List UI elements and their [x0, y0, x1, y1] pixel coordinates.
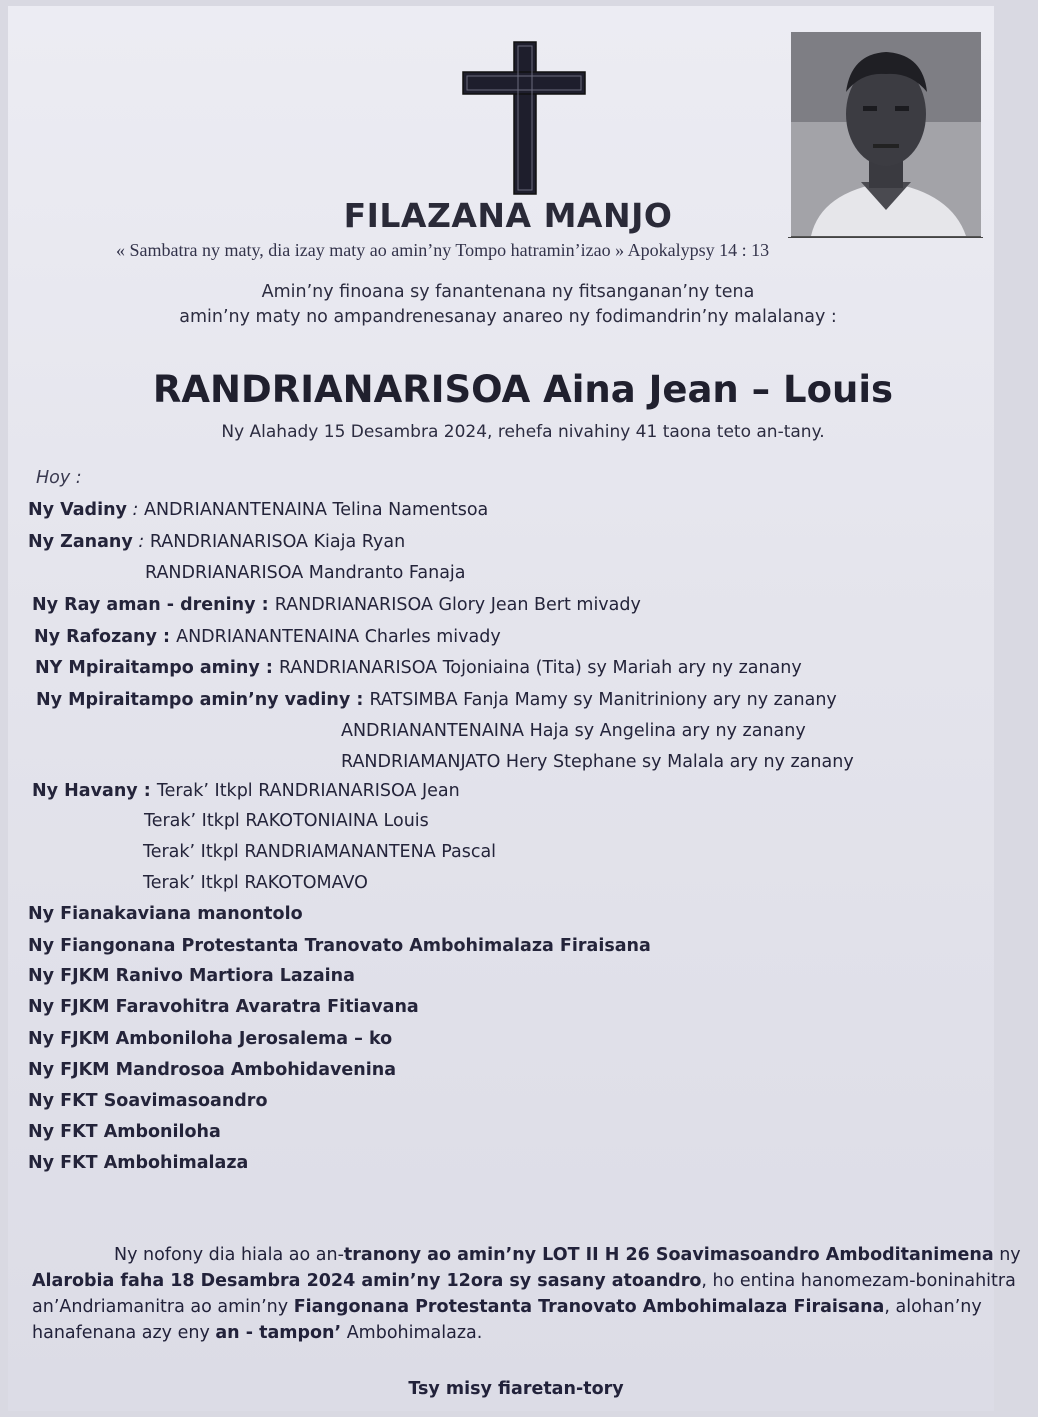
- vadiny-sep: :: [126, 500, 144, 520]
- other-mourner-2: Ny Fiangonana Protestanta Tranovato Ambohimalaza Firaisana: [28, 936, 651, 956]
- other-mourner-7: Ny FKT Soavimasoandro: [28, 1091, 268, 1111]
- zanany-value-2: RANDRIANARISOA Mandranto Fanaja: [145, 563, 466, 583]
- closing-line: Tsy misy fiaretan-tory: [408, 1379, 624, 1399]
- rafozany-label: Ny Rafozany :: [34, 627, 177, 647]
- photo-underline: [788, 237, 983, 238]
- funeral-l4-b: an - tampon’: [215, 1323, 342, 1343]
- intro-line-1: Amin’ny finoana sy fanantenana ny fitsanganan’ny tena: [261, 282, 755, 302]
- zanany-label: Ny Zanany: [28, 532, 133, 552]
- mpiraitampo-aminy-label: NY Mpiraitampo aminy :: [35, 658, 279, 678]
- zanany-value-1: RANDRIANARISOA Kiaja Ryan: [149, 532, 406, 552]
- funeral-l4-c: Ambohimalaza.: [341, 1323, 483, 1343]
- family-row-mpiraitampo-aminy: [35, 658, 802, 678]
- family-row-ray-aman-dreniny: [32, 595, 641, 615]
- hoy-label: Hoy :: [36, 468, 82, 488]
- other-mourner-5: Ny FJKM Amboniloha Jerosalema – ko: [28, 1029, 393, 1049]
- vadiny-label: Ny Vadiny: [28, 500, 127, 520]
- death-date-line: Ny Alahady 15 Desambra 2024, rehefa nivahiny 41 taona teto an-tany.: [221, 422, 825, 442]
- rafozany-value: ANDRIANANTENAINA Charles mivady: [176, 627, 501, 647]
- funeral-l1-b: tranony ao amin’ny LOT II H 26 Soavimasoandro Amboditanimena: [343, 1245, 994, 1265]
- family-row-rafozany: [34, 627, 501, 647]
- havany-value-4: Terak’ Itkpl RAKOTOMAVO: [143, 873, 368, 893]
- havany-value-3: Terak’ Itkpl RANDRIAMANANTENA Pascal: [143, 842, 497, 862]
- funeral-paragraph: [32, 1242, 1021, 1346]
- other-mourner-8: Ny FKT Amboniloha: [28, 1122, 221, 1142]
- other-mourner-4: Ny FJKM Faravohitra Avaratra Fitiavana: [28, 997, 419, 1017]
- ray-aman-dreniny-value: RANDRIANARISOA Glory Jean Bert mivady: [274, 595, 641, 615]
- mpiraitampo-vadiny-value-1: RATSIMBA Fanja Mamy sy Manitriniony ary ny zanany: [369, 690, 837, 710]
- mpiraitampo-vadiny-value-3: RANDRIAMANJATO Hery Stephane sy Malala ary ny zanany: [341, 752, 854, 772]
- havany-label: Ny Havany :: [32, 781, 157, 801]
- mpiraitampo-vadiny-value-2: ANDRIANANTENAINA Haja sy Angelina ary ny zanany: [341, 721, 806, 741]
- funeral-l1-a: Ny nofony dia hiala ao an-: [114, 1245, 344, 1265]
- other-mourner-9: Ny FKT Ambohimalaza: [28, 1153, 249, 1173]
- notice-sheet: [8, 6, 1021, 1411]
- mpiraitampo-vadiny-label: Ny Mpiraitampo amin’ny vadiny :: [36, 690, 370, 710]
- notice-title: FILAZANA MANJO: [343, 196, 673, 235]
- vadiny-value: ANDRIANANTENAINA Telina Namentsoa: [143, 500, 489, 520]
- funeral-l2-a: Alarobia faha 18 Desambra 2024 amin’ny 12ora sy sasany atoandro: [32, 1271, 702, 1291]
- family-row-mpiraitampo-vadiny: [36, 690, 837, 710]
- havany-value-1: Terak’ Itkpl RANDRIANARISOA Jean: [156, 781, 460, 801]
- ray-aman-dreniny-label: Ny Ray aman - dreniny :: [32, 595, 275, 615]
- funeral-l2-b: , ho entina hanomezam-boninahitra: [701, 1271, 1016, 1291]
- family-row-vadiny: [28, 500, 488, 520]
- zanany-sep: :: [132, 532, 150, 552]
- funeral-l3-b: Fiangonana Protestanta Tranovato Ambohimalaza Firaisana: [293, 1297, 885, 1317]
- funeral-l4-a: hanafenana azy eny: [32, 1323, 216, 1343]
- deceased-name: RANDRIANARISOA Aina Jean – Louis: [152, 368, 894, 411]
- havany-value-2: Terak’ Itkpl RAKOTONIAINA Louis: [144, 811, 429, 831]
- other-mourner-3: Ny FJKM Ranivo Martiora Lazaina: [28, 966, 355, 986]
- other-mourner-1: Ny Fianakaviana manontolo: [28, 904, 303, 924]
- mpiraitampo-aminy-value: RANDRIANARISOA Tojoniaina (Tita) sy Mariah ary ny zanany: [278, 658, 802, 678]
- funeral-l3-c: , alohan’ny: [884, 1297, 982, 1317]
- intro-line-2: amin’ny maty no ampandrenesanay anareo ny fodimandrin’ny malalanay :: [179, 307, 837, 327]
- family-row-zanany: [28, 532, 405, 552]
- funeral-l1-c: ny: [993, 1245, 1021, 1265]
- cross-icon: [460, 40, 588, 196]
- bible-verse: « Sambatra ny maty, dia izay maty ao amin’ny Tompo hatramin’izao » Apokalypsy 14 : 13: [116, 240, 770, 260]
- funeral-l3-a: an’Andriamanitra ao amin’ny: [32, 1297, 294, 1317]
- other-mourner-6: Ny FJKM Mandrosoa Ambohidavenina: [28, 1060, 397, 1080]
- family-row-havany: [32, 781, 460, 801]
